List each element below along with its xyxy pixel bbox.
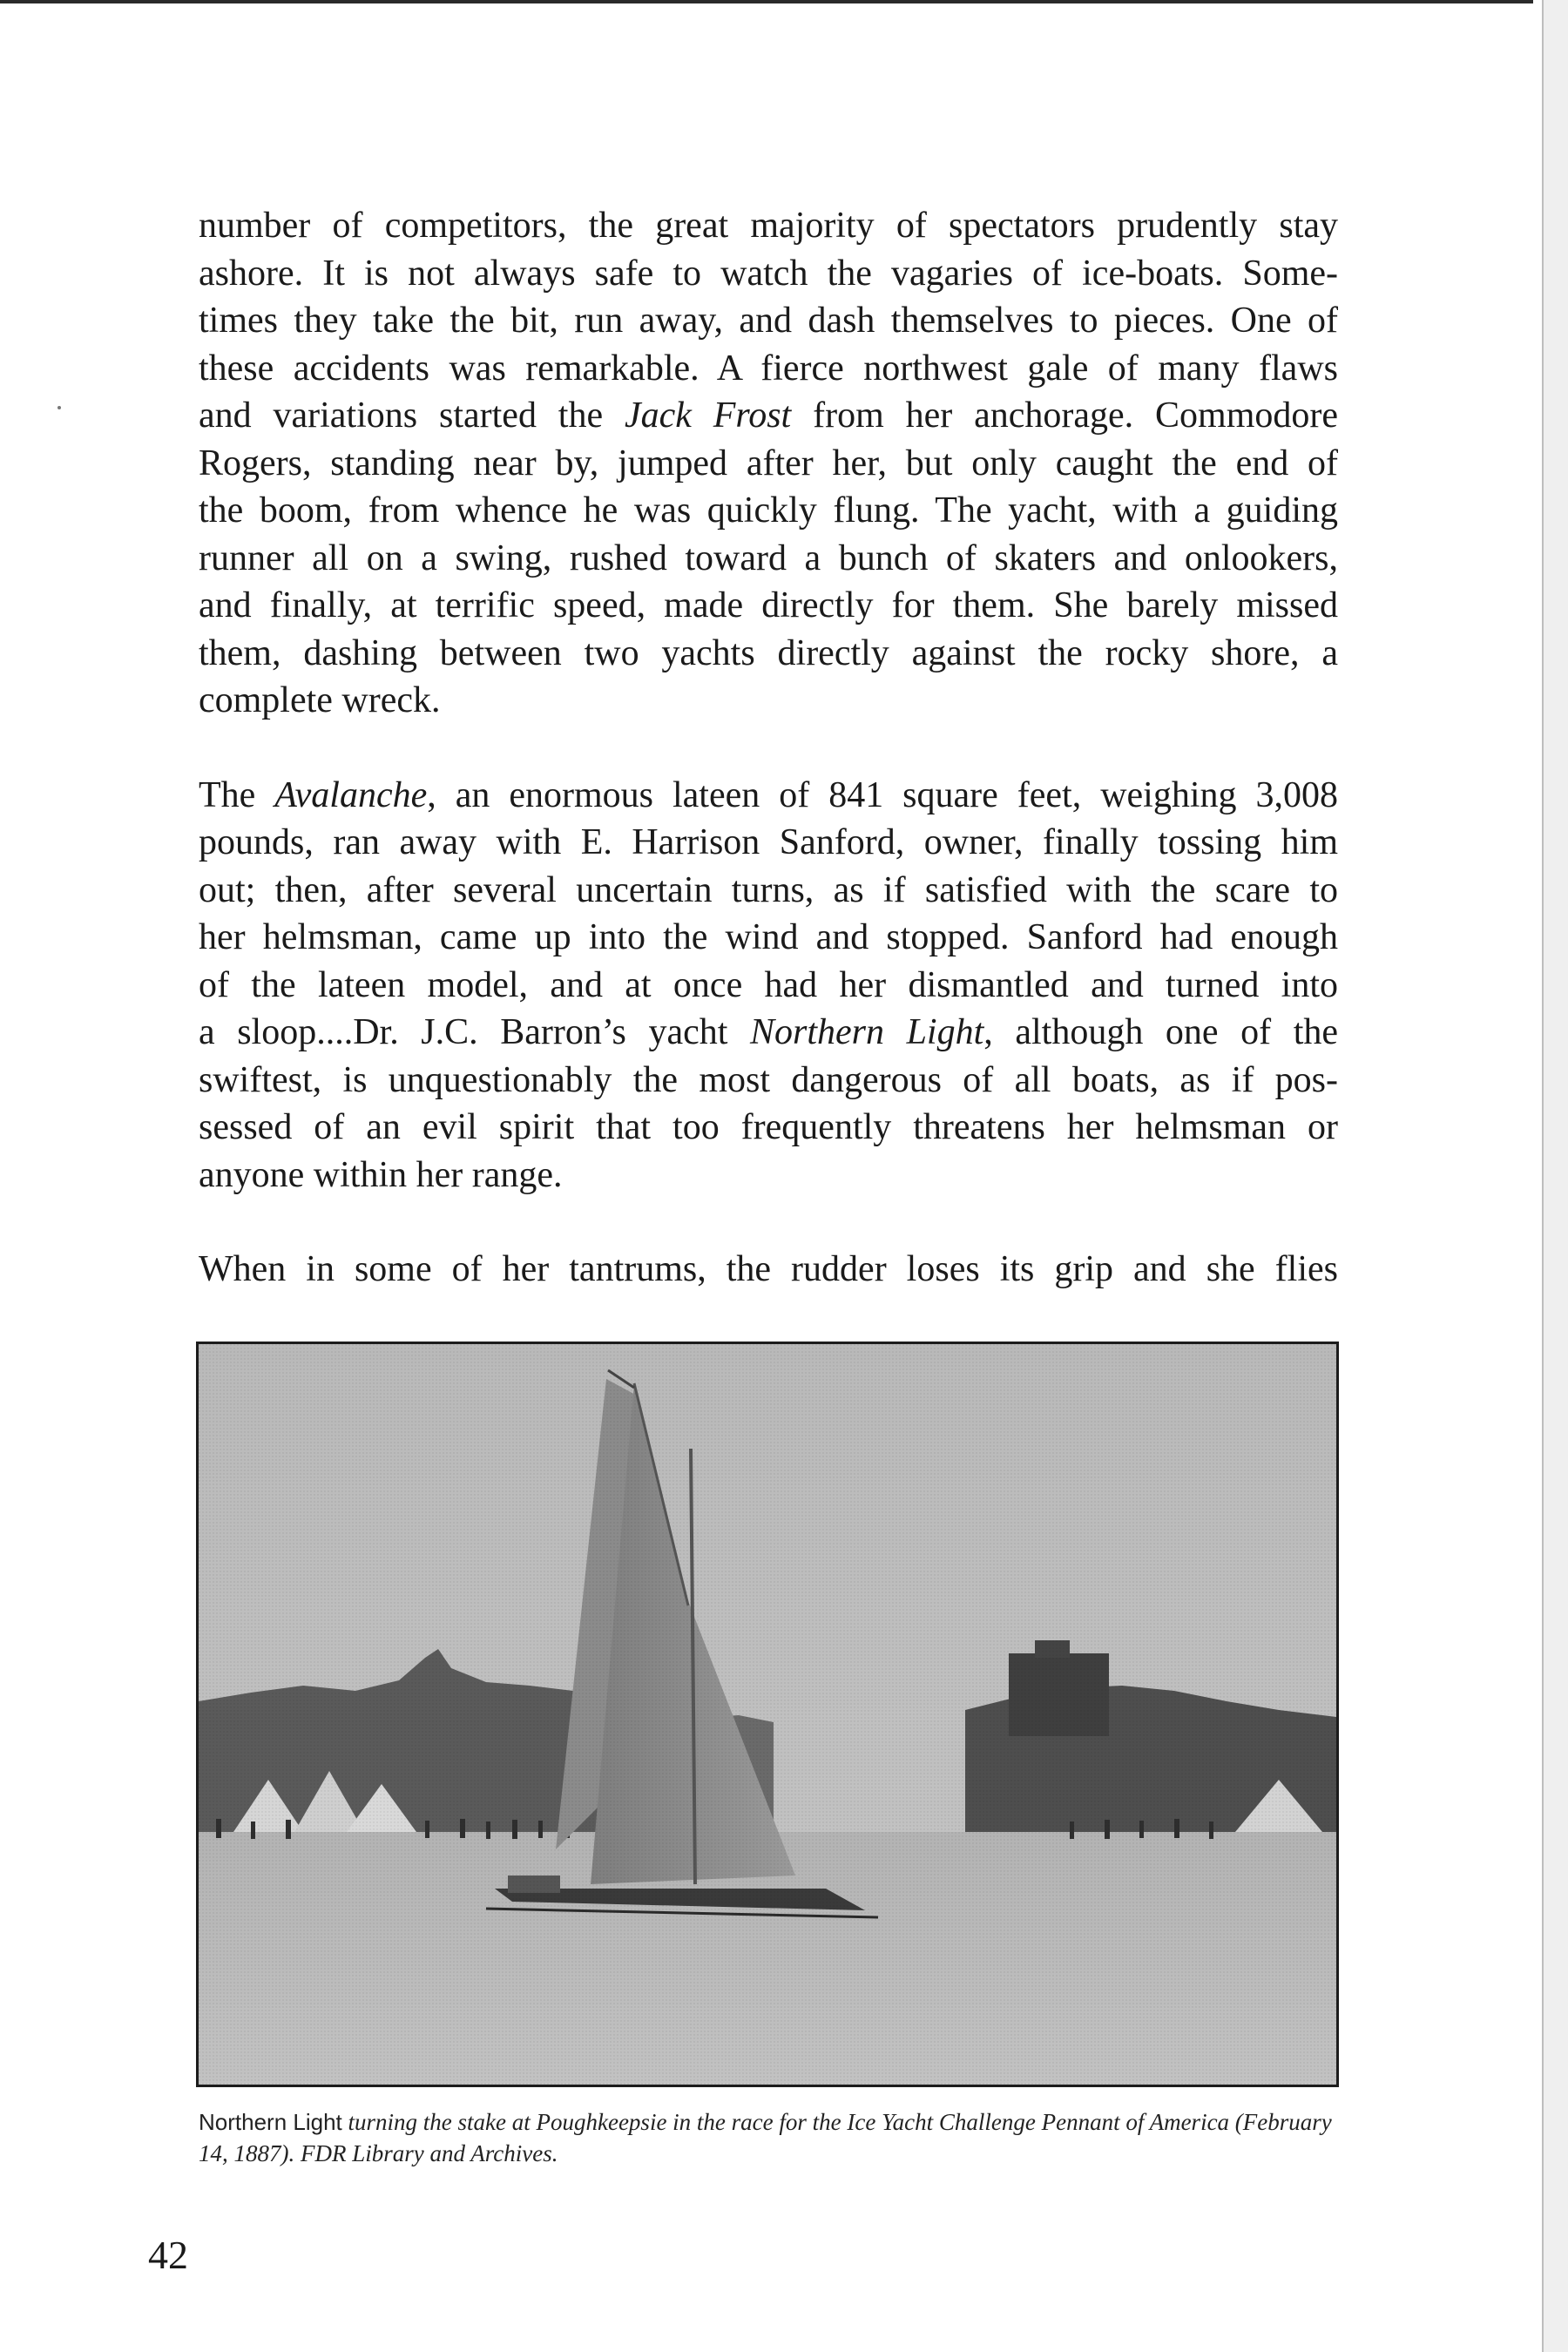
text-line xyxy=(199,202,1338,250)
text-line xyxy=(199,630,1338,678)
page-number: 42 xyxy=(148,2233,188,2277)
italic-title: Avalanche xyxy=(274,774,428,815)
text-line xyxy=(199,1057,1338,1105)
text-line xyxy=(199,297,1338,345)
text-run: complete wreck. xyxy=(199,680,441,720)
text-run: the boom, from whence he was quickly flung. The yacht, with a guiding xyxy=(199,490,1338,531)
text-line xyxy=(199,392,1338,440)
text-run: runner all on a swing, rushed toward a bunch of skaters and onlookers, xyxy=(199,537,1338,578)
scan-right-edge xyxy=(1542,0,1568,2352)
photo-illustration xyxy=(199,1344,1336,2085)
text-run: and variations started the xyxy=(199,395,625,436)
scan-speck xyxy=(57,406,61,409)
text-run: from her anchorage. Commodore xyxy=(791,395,1338,436)
paragraph-1 xyxy=(199,202,1338,725)
text-run: these accidents was remarkable. A fierce northwest gale of many flaws xyxy=(199,348,1338,389)
text-run: , an enormous lateen of 841 square feet, weighing 3,008 xyxy=(427,774,1339,815)
body-text xyxy=(199,202,1338,1294)
text-line xyxy=(199,772,1338,820)
text-run: When in some of her tantrums, the rudder loses its grip and she flies xyxy=(199,1249,1338,1289)
text-run: a sloop....Dr. J.C. Barron’s yacht xyxy=(199,1012,750,1052)
paragraph-2 xyxy=(199,772,1338,1200)
text-line xyxy=(199,1246,1338,1294)
photo-northern-light xyxy=(196,1342,1339,2087)
text-line xyxy=(199,914,1338,962)
text-run: her helmsman, came up into the wind and stopped. Sanford had enough xyxy=(199,917,1338,957)
text-line xyxy=(199,440,1338,488)
text-run: them, dashing between two yachts directly against the rocky shore, a xyxy=(199,632,1338,673)
text-line xyxy=(199,819,1338,867)
text-run: Rogers, standing near by, jumped after her, but only caught the end of xyxy=(199,443,1338,483)
caption-text: turning the stake at Poughkeepsie in the race for the Ice Yacht Challenge Pennant of America (February 14, 1887). FDR Library and Archives. xyxy=(199,2109,1332,2166)
caption-yacht-name: Northern Light xyxy=(199,2109,342,2135)
text-run: times they take the bit, run away, and dash themselves to pieces. One of xyxy=(199,301,1338,341)
italic-title: Jack Frost xyxy=(624,395,792,436)
text-run: The xyxy=(199,774,275,815)
text-line xyxy=(199,487,1338,535)
text-run: , although one of the xyxy=(983,1012,1338,1052)
text-run: of the lateen model, and at once had her dismantled and turned into xyxy=(199,964,1338,1005)
text-line xyxy=(199,867,1338,915)
text-line xyxy=(199,345,1338,393)
text-run: sessed of an evil spirit that too frequently threatens her helmsman or xyxy=(199,1107,1338,1147)
text-line xyxy=(199,1104,1338,1152)
text-run: number of competitors, the great majority of spectators prudently stay xyxy=(199,206,1338,246)
text-line xyxy=(199,962,1338,1010)
text-run: swiftest, is unquestionably the most dangerous of all boats, as if pos- xyxy=(199,1059,1338,1100)
scan-top-edge xyxy=(0,0,1533,3)
text-line xyxy=(199,1009,1338,1057)
paragraph-3 xyxy=(199,1246,1338,1294)
text-run: and finally, at terrific speed, made directly for them. She barely missed xyxy=(199,585,1338,625)
italic-title: Northern Light xyxy=(749,1012,984,1052)
halftone-overlay xyxy=(199,1344,1336,2085)
text-run: ashore. It is not always safe to watch the vagaries of ice-boats. Some- xyxy=(199,253,1338,294)
text-run: anyone within her range. xyxy=(199,1154,563,1195)
text-run: out; then, after several uncertain turns, as if satisfied with the scare to xyxy=(199,869,1338,910)
text-line xyxy=(199,535,1338,583)
photo-caption xyxy=(199,2106,1348,2169)
text-line xyxy=(199,677,1338,725)
text-run: pounds, ran away with E. Harrison Sanford, owner, finally tossing him xyxy=(199,822,1338,862)
text-line xyxy=(199,582,1338,630)
text-line xyxy=(199,1152,1338,1200)
text-line xyxy=(199,250,1338,298)
